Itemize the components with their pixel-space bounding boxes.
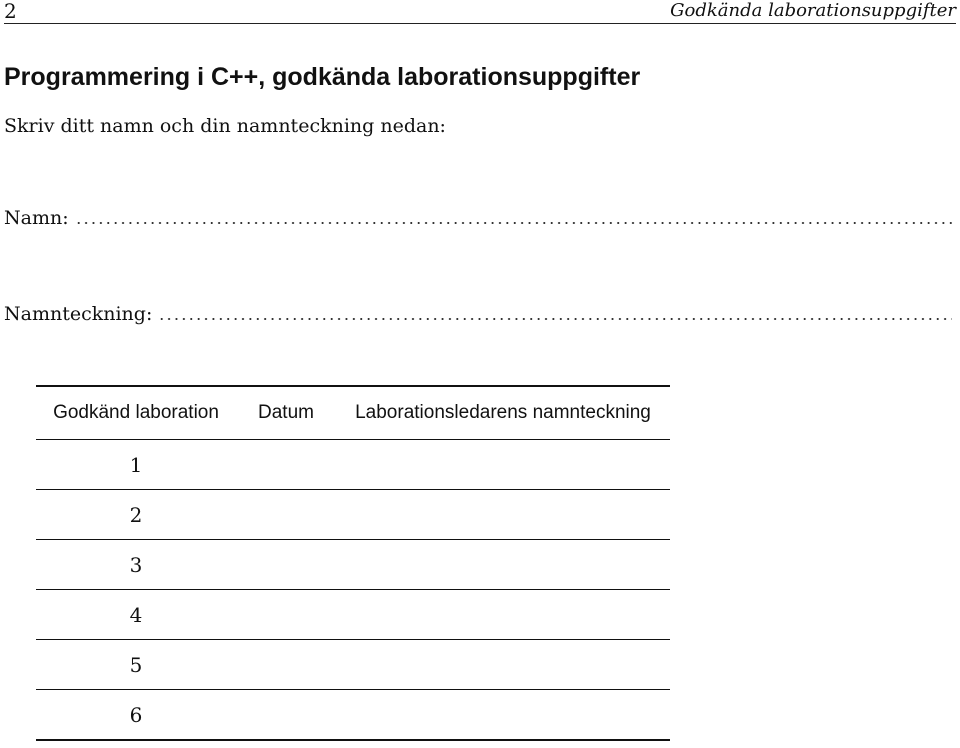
table-row (36, 490, 670, 540)
signature-field (4, 302, 952, 326)
date-cell[interactable] (236, 490, 336, 540)
date-cell[interactable] (236, 640, 336, 690)
date-cell[interactable] (236, 440, 336, 490)
header-approved-lab: Godkänd laboration (36, 386, 236, 440)
running-title: Godkända laborationsuppgifter (670, 0, 956, 21)
lab-number: 2 (36, 490, 236, 540)
table-row (36, 440, 670, 490)
page-number: 2 (4, 0, 17, 23)
signature-dotted-line[interactable] (158, 318, 952, 320)
header-supervisor-signature: Laborationsledarens namnteckning (336, 386, 670, 440)
signature-label: Namnteckning: (4, 303, 153, 325)
name-label: Namn: (4, 207, 69, 229)
approval-table (36, 385, 670, 741)
instruction-text: Skriv ditt namn och din namnteckning nedan: (4, 115, 446, 137)
lab-number: 1 (36, 440, 236, 490)
signature-cell[interactable] (336, 490, 670, 540)
table-row (36, 540, 670, 590)
date-cell[interactable] (236, 590, 336, 640)
header-rule (4, 23, 956, 24)
name-field (4, 206, 952, 230)
signature-cell[interactable] (336, 540, 670, 590)
table-row (36, 690, 670, 741)
signature-cell[interactable] (336, 640, 670, 690)
date-cell[interactable] (236, 690, 336, 741)
date-cell[interactable] (236, 540, 336, 590)
table-row (36, 590, 670, 640)
signature-cell[interactable] (336, 440, 670, 490)
table-header-row (36, 386, 670, 440)
lab-number: 6 (36, 690, 236, 741)
header-date: Datum (236, 386, 336, 440)
table-row (36, 640, 670, 690)
page-header (4, 0, 956, 22)
document-title: Programmering i C++, godkända laborationsuppgifter (4, 63, 641, 91)
signature-cell[interactable] (336, 590, 670, 640)
lab-number: 4 (36, 590, 236, 640)
lab-number: 5 (36, 640, 236, 690)
name-dotted-line[interactable] (75, 222, 952, 224)
lab-number: 3 (36, 540, 236, 590)
signature-cell[interactable] (336, 690, 670, 741)
